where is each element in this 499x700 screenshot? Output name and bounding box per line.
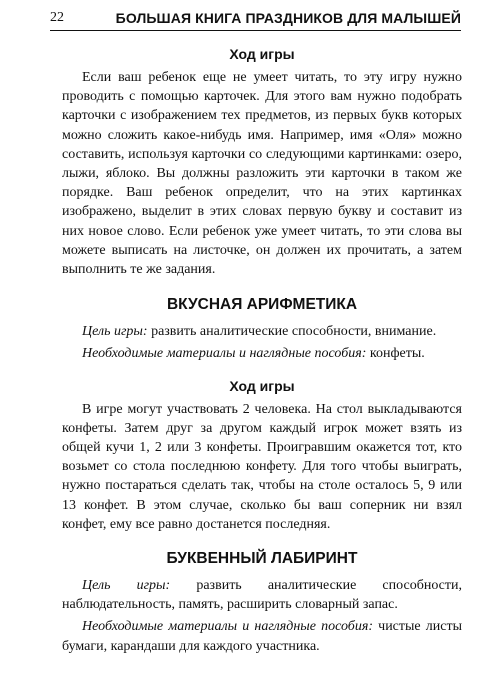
materials-labyrinth — [62, 617, 462, 655]
goal-label: Цель игры: — [82, 578, 171, 594]
page-content — [62, 44, 462, 656]
subhead-game-process: Ход игры — [229, 46, 295, 62]
running-header — [50, 8, 461, 31]
materials-arithmetic — [62, 344, 462, 363]
paragraph-cards: Если ваш ребенок еще не умеет читать, то эту игру нужно проводить с помощью карточек. Для этого вам нужно подобрать карточки с изображением тех предметов, из первых букв которых можно сложить какое-нибудь имя. Например, имя «Оля» можно составить, используя карточки со следующими картинками: озеро, лыжи, яблоко. Вы должны разложить эти карточки в таком же порядке. Ваш ребенок определит, что на этих картинках изображено, выделит в этих словах первую букву и составит из них новое слово. Если ребенок уже умеет читать, то эти слова вы можете выписать на листочке, он должен их прочитать, а затем выполнить те же задания. — [62, 70, 462, 278]
subhead-game-process-2: Ход игры — [229, 377, 295, 394]
goal-labyrinth — [62, 576, 462, 614]
goal-text: развить аналитические способности, внимание. — [147, 324, 437, 340]
paragraph-candies: В игре могут участвовать 2 человека. На стол выкладываются конфеты. Затем друг за другом каждый игрок может взять из общей кучи 1, 2 или 3 конфеты. Проигравшим окажется тот, кто возьмет со стола последнюю конфету. Для того чтобы выиграть, нужно постараться сделать так, чтобы на столе осталось 5, 9 или 13 конфет. В этом случае, сколько бы ваш соперник ни взял конфет, ему все равно достанется последняя. — [62, 401, 462, 532]
running-title: БОЛЬШАЯ КНИГА ПРАЗДНИКОВ ДЛЯ МАЛЫШЕЙ — [115, 10, 461, 26]
goal-text: развить аналитические способности, наблюдательность, память, расширить словарный запас. — [62, 578, 462, 613]
goal-arithmetic — [62, 322, 462, 341]
materials-text: чистые листы бумаги, карандаши для каждого участника. — [62, 619, 462, 654]
goal-label: Цель игры: — [82, 324, 148, 340]
materials-label: Необходимые материалы и наглядные пособия: — [82, 346, 367, 362]
page-number: 22 — [50, 10, 64, 25]
section-title-labyrinth: БУКВЕННЫЙ ЛАБИРИНТ — [166, 550, 358, 568]
section-title-arithmetic: ВКУСНАЯ АРИФМЕТИКА — [166, 296, 358, 314]
materials-label: Необходимые материалы и наглядные пособия: — [82, 619, 373, 635]
materials-text: конфеты. — [366, 346, 425, 362]
